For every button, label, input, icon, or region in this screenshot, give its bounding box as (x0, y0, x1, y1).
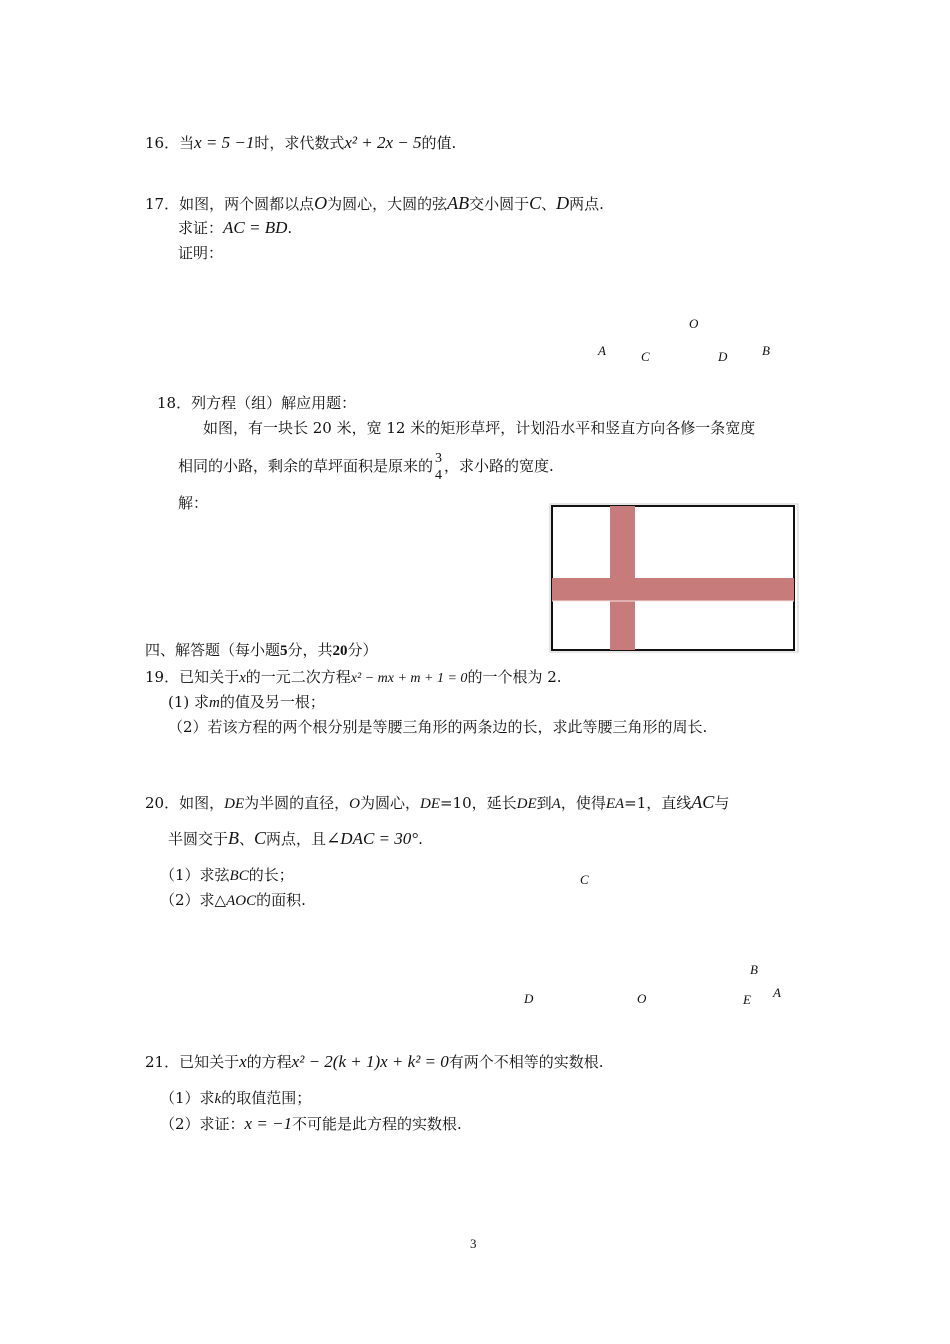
text: 如图，两个圆都以点 (179, 195, 315, 213)
q19-part-1 (168, 692, 325, 713)
text: 的值及另一根； (219, 693, 325, 711)
solution-label: 解： (178, 494, 209, 512)
text: （2）求 (160, 891, 215, 909)
q20-part-2 (160, 890, 306, 911)
q18-line-1: 如图，有一块长 20 米，宽 12 米的矩形草坪，计划沿水平和竖直方向各修一条宽度 (203, 419, 756, 437)
text: 为半圆的直径， (244, 794, 350, 812)
math-symbol: AC (691, 792, 715, 812)
math-symbol: BC (229, 868, 249, 884)
proof-label: 证明： (178, 244, 224, 262)
math-symbol: DE (516, 796, 537, 812)
question-20 (145, 792, 729, 814)
numerator: 3 (435, 450, 443, 466)
lawn-figure (549, 503, 799, 653)
q20-part-1 (160, 865, 294, 886)
section-4-heading (145, 640, 378, 661)
math-expression: x = 5 −1 (194, 133, 255, 152)
text: 如图， (179, 794, 225, 812)
math-symbol: O (349, 796, 360, 812)
text: 为圆心， (359, 794, 420, 812)
text: 相同的小路，剩余的草坪面积是原来的 (178, 457, 434, 475)
text: 为圆心，大圆的弦 (327, 195, 448, 213)
text: . (287, 219, 293, 237)
text: =10，延长 (439, 794, 517, 812)
q20-line-2 (168, 828, 423, 849)
label-a: A (773, 985, 781, 1000)
total-points: 20 (332, 643, 348, 659)
text: 与 (714, 794, 730, 812)
text: 分，共 (287, 641, 333, 659)
math-symbol: O (314, 193, 328, 213)
math-expression: x² − mx + m + 1 = 0 (350, 671, 468, 686)
text: 已知关于 (179, 1053, 240, 1071)
math-symbol: AB (447, 193, 470, 213)
text: 求证： (178, 219, 224, 237)
text: 的面积. (256, 891, 306, 909)
label-b: B (762, 343, 770, 358)
text: （1）求 (160, 1089, 215, 1107)
text: . (418, 830, 423, 848)
text: 的方程 (246, 1053, 292, 1071)
q21-part-2 (160, 1114, 462, 1134)
points: 5 (280, 643, 288, 659)
text: ，求小路的宽度. (444, 457, 554, 475)
text: 两点. (569, 195, 604, 213)
text: 的值. (421, 134, 457, 152)
math-symbol: EA (605, 796, 625, 812)
q19-part-2: （2）若该方程的两个根分别是等腰三角形的两条边的长，求此等腰三角形的周长. (168, 718, 708, 736)
text: (1) 求 (168, 693, 210, 711)
math-symbol: x (239, 670, 246, 686)
prove-statement (178, 218, 292, 238)
text: 到 (536, 794, 552, 812)
question-number: 20． (145, 794, 180, 812)
label-d: D (718, 349, 728, 364)
question-number: 16． (145, 134, 180, 152)
page-number: 3 (470, 1236, 477, 1251)
text: ，使得 (560, 794, 606, 812)
question-number: 17． (145, 195, 180, 213)
text: 半圆交于 (168, 830, 229, 848)
math-expression: x² + 2x − 5 (344, 133, 422, 152)
math-symbol: A (551, 796, 561, 812)
text: 的一个根为 2. (467, 668, 562, 686)
math-symbol: DE (419, 796, 440, 812)
q21-part-1 (160, 1088, 311, 1109)
text: 的一元二次方程 (245, 668, 351, 686)
text: 、 (541, 195, 557, 213)
text: 列方程（组）解应用题： (191, 394, 357, 412)
text: 交小圆于 (469, 195, 530, 213)
question-21 (145, 1052, 604, 1072)
label-o: O (637, 991, 647, 1006)
label-d: D (524, 991, 534, 1006)
q18-line-2 (178, 448, 554, 484)
text: 分） (347, 641, 378, 659)
label-o: O (689, 316, 699, 331)
math-symbol: m (209, 695, 220, 711)
fraction (435, 451, 442, 484)
math-expression: x = −1 (244, 1114, 293, 1133)
math-symbol: DE (224, 796, 245, 812)
denominator: 4 (435, 467, 443, 483)
text: 时，求代数式 (254, 134, 345, 152)
label-c: C (580, 872, 589, 887)
math-symbol: k (214, 1091, 222, 1107)
question-number: 19． (145, 668, 180, 686)
math-symbol: D (556, 193, 570, 213)
question-number: 18． (157, 394, 192, 412)
text: 已知关于 (179, 668, 240, 686)
math-symbol: △AOC (214, 893, 257, 909)
text: 当 (179, 134, 195, 152)
math-expression: ∠DAC = 30° (326, 829, 419, 848)
math-expression: x² − 2(k + 1)x + k² = 0 (291, 1052, 449, 1071)
label-b: B (750, 962, 758, 977)
label-e: E (743, 992, 751, 1007)
math-symbol: C (254, 828, 267, 848)
math-symbol: x (239, 1052, 247, 1071)
math-symbol: C (529, 193, 542, 213)
text: 两点，且 (266, 830, 327, 848)
label-a: A (598, 343, 606, 358)
question-17 (145, 193, 604, 214)
question-number: 21． (145, 1053, 180, 1071)
question-16 (145, 133, 456, 153)
text: （1）求弦 (160, 866, 230, 884)
text: （2）求证： (160, 1115, 245, 1133)
horizontal-path (552, 578, 794, 601)
text: 不可能是此方程的实数根. (292, 1115, 462, 1133)
text: 、 (239, 830, 255, 848)
question-19 (145, 667, 562, 689)
question-18 (157, 393, 356, 413)
math-expression: AC = BD (223, 218, 288, 237)
text: 四、解答题（每小题 (145, 641, 281, 659)
text: =1，直线 (624, 794, 692, 812)
label-c: C (641, 349, 650, 364)
text: 有两个不相等的实数根. (448, 1053, 604, 1071)
text: 的长； (248, 866, 294, 884)
text: 的取值范围； (221, 1089, 312, 1107)
math-symbol: B (228, 828, 240, 848)
